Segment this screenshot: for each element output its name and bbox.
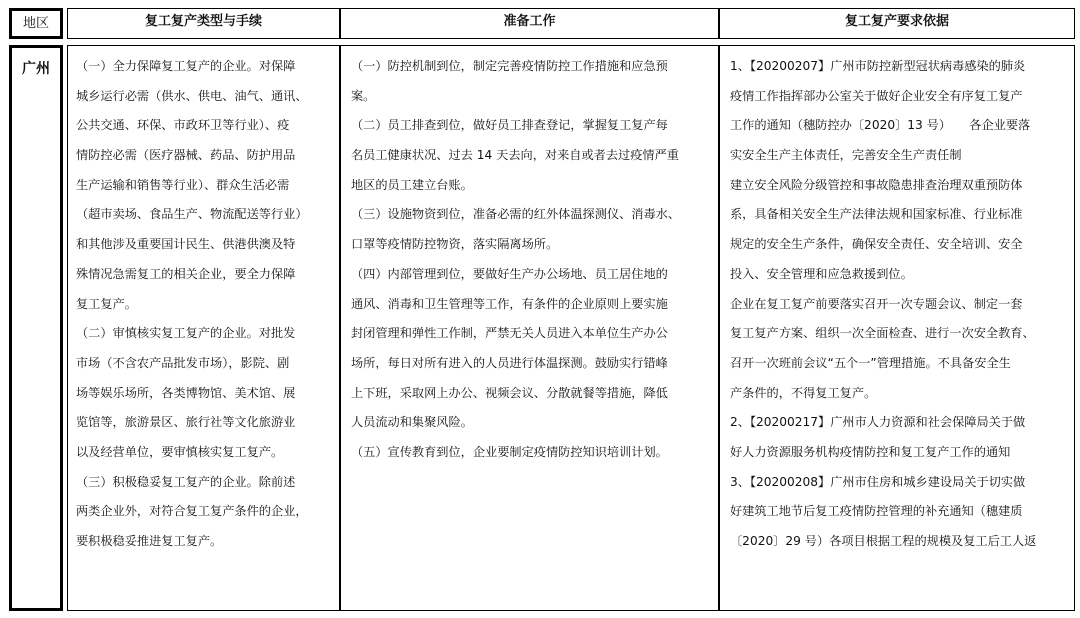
prep-text-line: （四）内部管理到位，要做好生产办公场地、员工居住地的	[351, 266, 668, 281]
prep-text-line: （五）宣传教育到位，企业要制定疫情防控知识培训计划。	[351, 444, 668, 459]
basis-text-line: 系，具备相关安全生产法律法规和国家标准、行业标准	[730, 207, 1023, 222]
basis-text-line: 疫情工作指挥部办公室关于做好企业安全有序复工复产	[730, 88, 1023, 103]
basis-text-line: 〔2020〕29 号）各项目根据工程的规模及复工后工人返	[730, 534, 1037, 548]
basis-text-line: 好建筑工地节后复工疫情防控管理的补充通知（穗建质	[730, 504, 1023, 519]
basis-text-line: 规定的安全生产条件，确保安全责任、安全培训、安全	[730, 237, 1023, 252]
type-text-line: 要积极稳妥推进复工复产。	[76, 534, 223, 548]
type-text-line: （超市卖场、食品生产、物流配送等行业）	[76, 207, 308, 222]
region-name: 广州	[22, 61, 50, 77]
basis-cell	[719, 45, 1075, 611]
prep-text-line: 案。	[351, 88, 376, 103]
prep-text-line: （三）设施物资到位，准备必需的红外体温探测仪、消毒水、	[351, 207, 681, 222]
basis-text-line: 召开一次班前会议“五个一”管理措施。不具备安全生	[730, 355, 1011, 370]
type-text-line: 殊情况急需复工的相关企业，要全力保障	[76, 266, 296, 281]
basis-text-line: 3、【20200208】广州市住房和城乡建设局关于切实做	[730, 474, 1026, 489]
type-text-line: 市场（不含农产品批发市场），影院、剧	[76, 355, 290, 370]
type-text-line: 情防控必需（医疗器械、药品、防护用品	[76, 148, 296, 163]
header-type: 复工复产类型与手续	[67, 8, 340, 39]
type-text-line: （三）积极稳妥复工复产的企业。除前述	[76, 474, 296, 489]
prep-text-line: 名员工健康状况、过去 14 天去向，对来自或者去过疫情严重	[351, 148, 679, 163]
basis-text-line: 建立安全风险分级管控和事故隐患排查治理双重预防体	[730, 177, 1023, 192]
type-text-line: 场等娱乐场所，各类博物馆、美术馆、展	[76, 385, 296, 400]
prep-text-line: 地区的员工建立台账。	[351, 177, 473, 192]
prep-text-line: 人员流动和集聚风险。	[351, 415, 473, 430]
prep-text-line: 上下班，采取网上办公、视频会议、分散就餐等措施，降低	[351, 385, 668, 400]
policy-table	[9, 8, 1075, 612]
region-cell	[9, 45, 63, 611]
prep-text-line: 封闭管理和弹性工作制，严禁无关人员进入本单位生产办公	[351, 326, 668, 341]
prep-lines	[351, 52, 718, 468]
header-prep: 准备工作	[340, 8, 719, 39]
prep-cell	[340, 45, 719, 611]
type-text-line: 两类企业外，对符合复工复产条件的企业，	[76, 504, 308, 519]
type-text-line: 城乡运行必需（供水、供电、油气、通讯、	[76, 88, 308, 103]
header-region: 地区	[9, 8, 63, 39]
type-text-line: 公共交通、环保、市政环卫等行业）、疫	[76, 118, 290, 133]
basis-text-line: 2、【20200217】广州市人力资源和社会保障局关于做	[730, 415, 1026, 430]
basis-text-line: 好人力资源服务机构疫情防控和复工复产工作的通知	[730, 444, 1011, 459]
basis-text-line: 复工复产方案、组织一次全面检查、进行一次安全教育、	[730, 326, 1035, 341]
type-text-line: （一）全力保障复工复产的企业。对保障	[76, 59, 296, 73]
type-text-line: 以及经营单位，要审慎核实复工复产。	[76, 444, 284, 459]
basis-text-line: 1、【20200207】广州市防控新型冠状病毒感染的肺炎	[730, 59, 1026, 73]
basis-text-line: 投入、安全管理和应急救援到位。	[730, 266, 913, 281]
type-text-line: 复工复产。	[76, 296, 137, 311]
basis-text-line: 企业在复工复产前要落实召开一次专题会议、制定一套	[730, 296, 1023, 311]
basis-text-line: 实安全生产主体责任，完善安全生产责任制	[730, 148, 962, 163]
prep-text-line: （二）员工排查到位，做好员工排查登记，掌握复工复产每	[351, 118, 668, 133]
header-basis: 复工复产要求依据	[719, 8, 1075, 39]
type-cell	[67, 45, 340, 611]
basis-text-line: 产条件的，不得复工复产。	[730, 385, 877, 400]
type-lines	[76, 52, 339, 557]
prep-text-line: 口罩等疫情防控物资，落实隔离场所。	[351, 237, 559, 252]
type-text-line: 览馆等，旅游景区、旅行社等文化旅游业	[76, 415, 296, 430]
type-text-line: 生产运输和销售等行业）、群众生活必需	[76, 177, 290, 192]
prep-text-line: 通风、消毒和卫生管理等工作，有条件的企业原则上要实施	[351, 296, 668, 311]
prep-text-line: （一）防控机制到位，制定完善疫情防控工作措施和应急预	[351, 59, 668, 73]
type-text-line: （二）审慎核实复工复产的企业。对批发	[76, 326, 296, 341]
prep-text-line: 场所，每日对所有进入的人员进行体温探测。鼓励实行错峰	[351, 355, 668, 370]
basis-text-line: 工作的通知（穗防控办〔2020〕13 号） 各企业要落	[730, 118, 1031, 133]
type-text-line: 和其他涉及重要国计民生、供港供澳及特	[76, 237, 296, 252]
basis-lines	[730, 52, 1074, 557]
